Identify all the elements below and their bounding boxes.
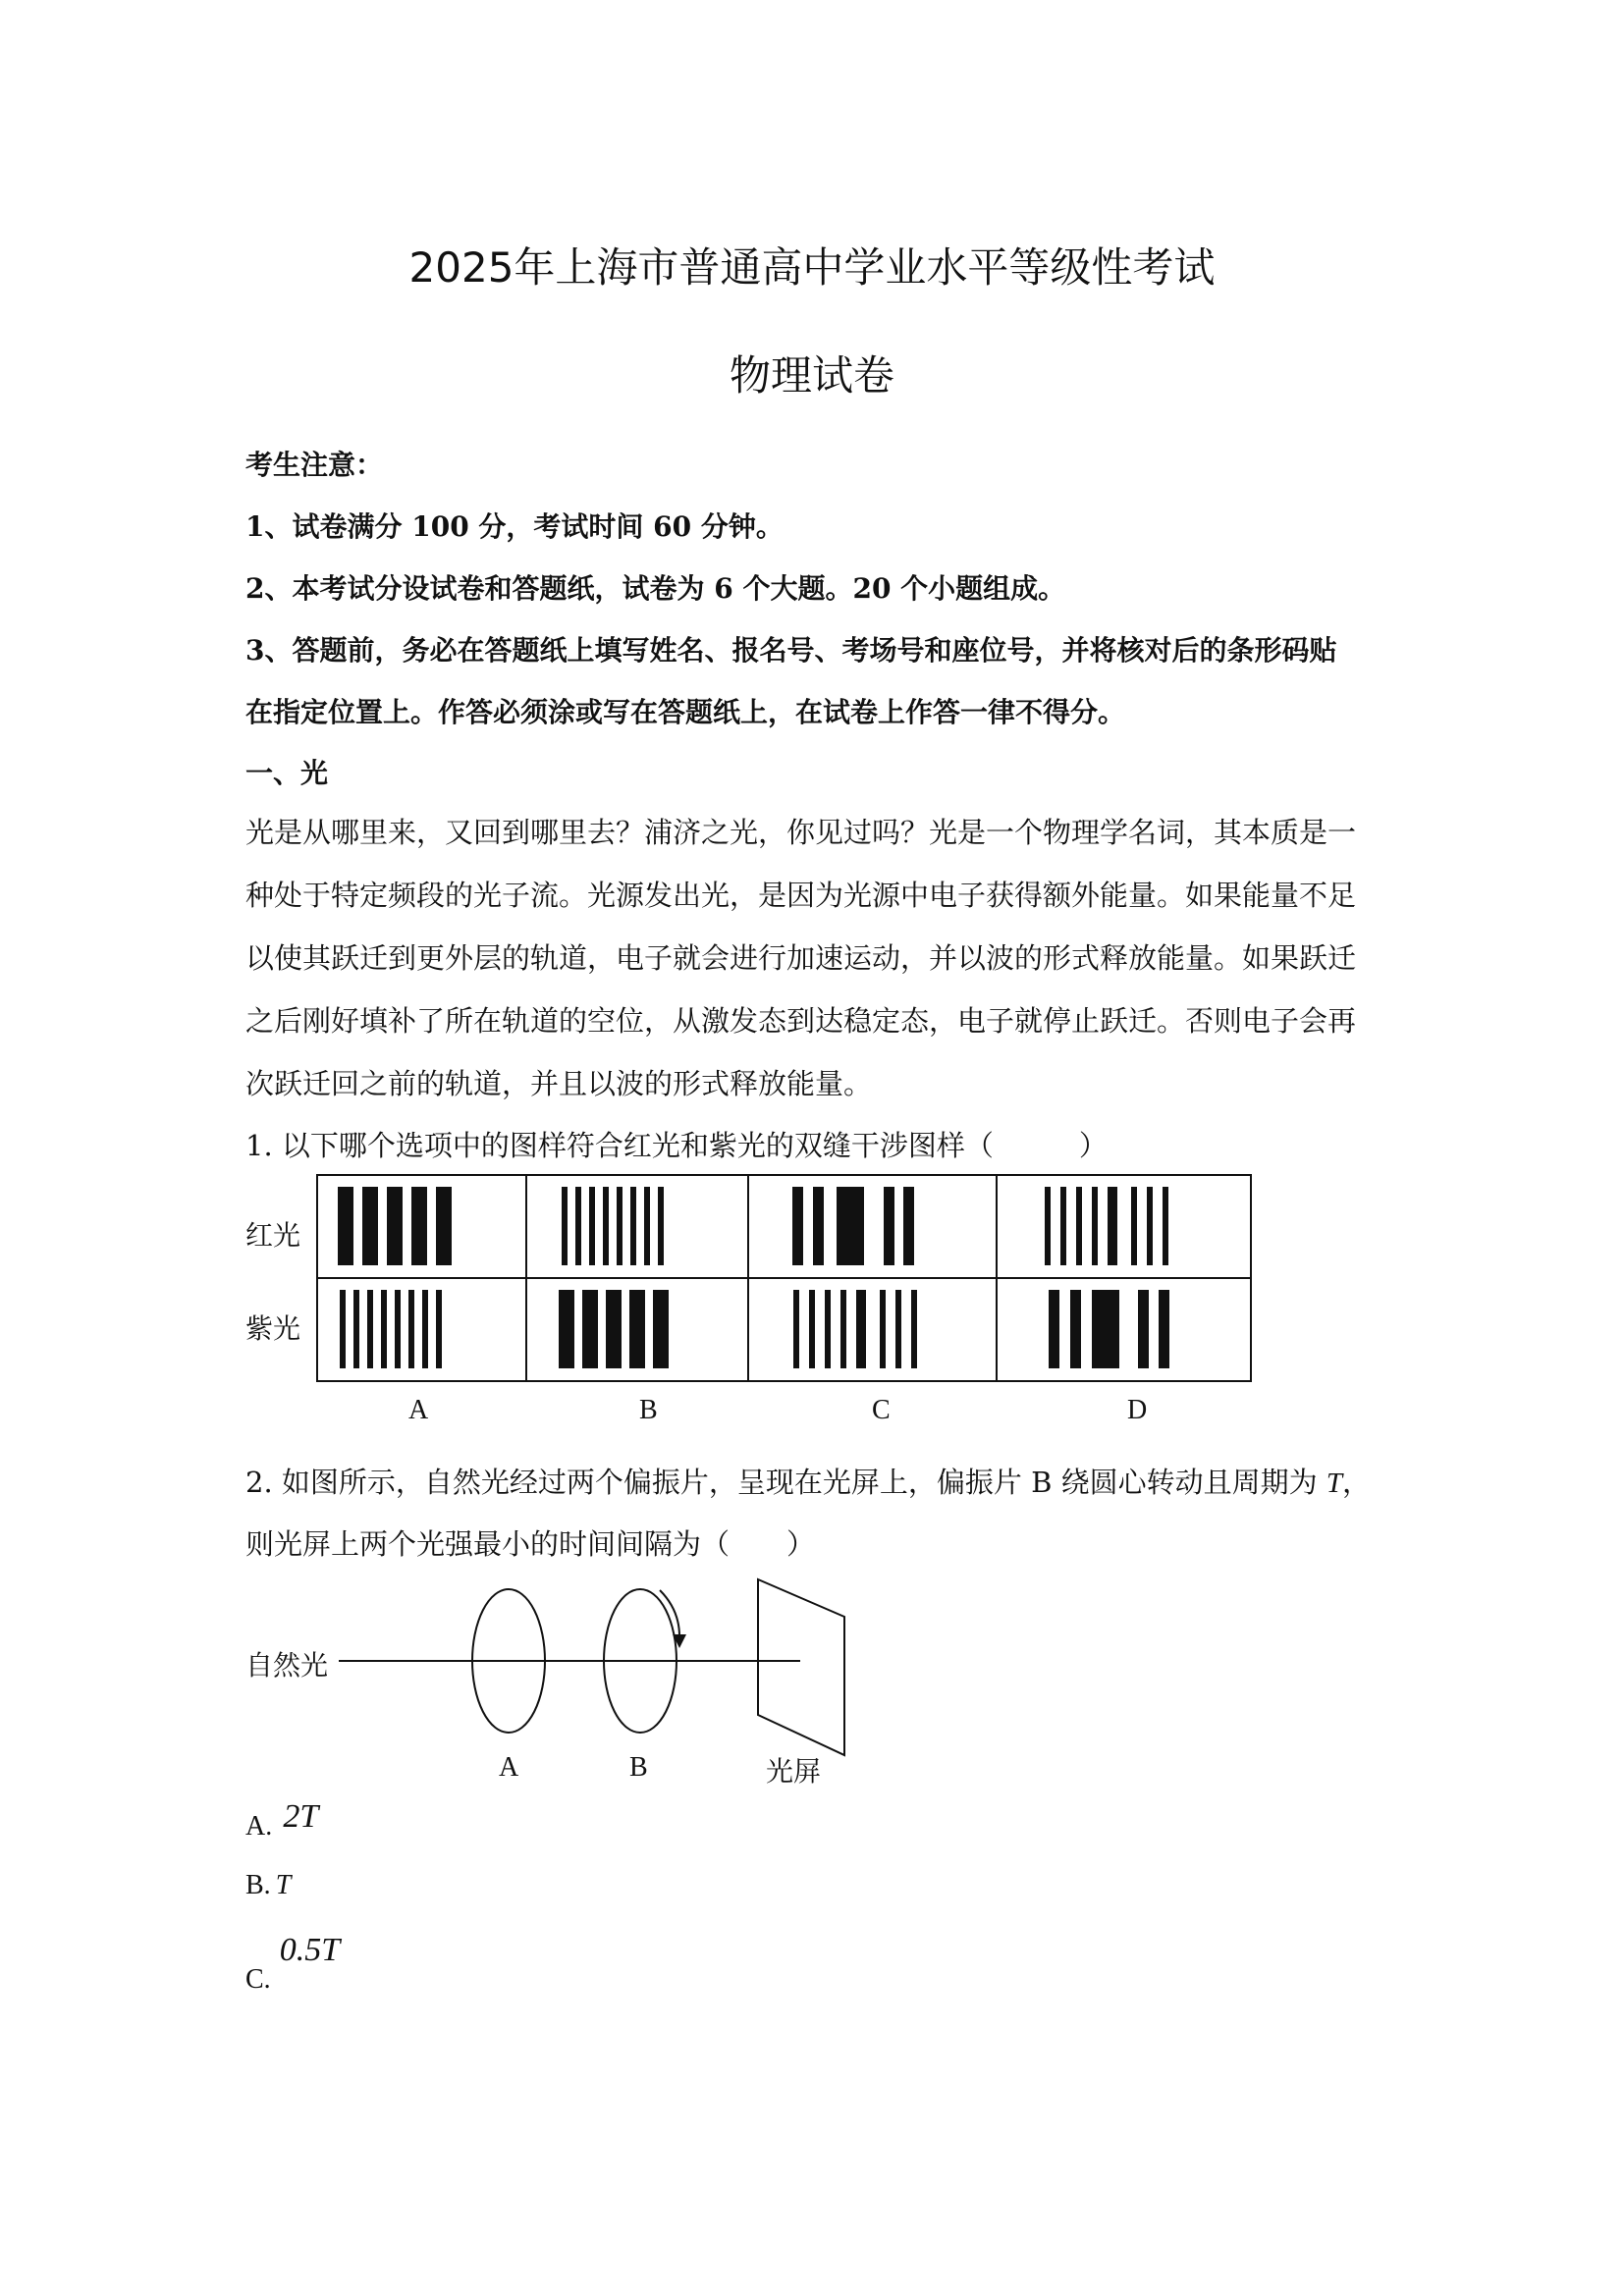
notice-item-3: 3、答题前，务必在答题纸上填写姓名、报名号、考场号和座位号，并将核对后的条形码贴	[245, 634, 1337, 667]
light-screen	[758, 1579, 844, 1755]
fringe-bar	[1070, 1290, 1081, 1368]
answer-option-c-value: 0.5T	[279, 1932, 341, 1968]
fringe-bar	[1045, 1187, 1051, 1265]
paragraph-line-3: 以使其跃迁到更外层的轨道，电子就会进行加速运动，并以波的形式释放能量。如果跃迁	[245, 941, 1357, 975]
notice-item-1: 1、试卷满分 100 分，考试时间 60 分钟。	[245, 510, 784, 543]
fringe-bar	[562, 1187, 568, 1265]
fringe-bar	[1076, 1187, 1082, 1265]
page-subtitle: 物理试卷	[729, 351, 894, 400]
paragraph-line-5: 次跃迁回之前的轨道，并且以波的形式释放能量。	[245, 1067, 873, 1100]
fringe-bar	[617, 1187, 623, 1265]
natural-light-label: 自然光	[245, 1649, 329, 1682]
answer-option-a-value: 2T	[283, 1798, 319, 1835]
section-heading: 一、光	[245, 757, 329, 789]
notice-heading: 考生注意：	[245, 449, 384, 481]
question-2-text-prefix: 2. 如图所示，自然光经过两个偏振片，呈现在光屏上，偏振片 B 绕圆心转动且周期为	[245, 1466, 1326, 1499]
fringe-bar	[1060, 1187, 1066, 1265]
fringe-bar	[903, 1187, 914, 1265]
fringe-bar	[381, 1290, 387, 1368]
fringe-bar	[629, 1290, 645, 1368]
paragraph-line-4: 之后刚好填补了所在轨道的空位，从激发态到达稳定态，电子就停止跃迁。否则电子会再	[245, 1004, 1357, 1038]
notice-item-3-cont: 在指定位置上。作答必须涂或写在答题纸上，在试卷上作答一律不得分。	[245, 696, 1126, 728]
fringe-bar	[436, 1290, 442, 1368]
paragraph-line-1: 光是从哪里来，又回到哪里去？浦济之光，你见过吗？光是一个物理学名词，其本质是一	[245, 816, 1357, 849]
notice-item-2: 2、本考试分设试卷和答题纸，试卷为 6 个大题。20 个小题组成。	[245, 572, 1066, 605]
fringe-bar	[880, 1290, 886, 1368]
fringe-bar	[606, 1290, 622, 1368]
fringe-bar	[856, 1290, 866, 1368]
fringe-bar	[1092, 1187, 1098, 1265]
fringe-bar	[1049, 1290, 1059, 1368]
screen-label: 光屏	[766, 1755, 822, 1788]
fringe-bar	[353, 1290, 359, 1368]
fringe-bar	[408, 1290, 414, 1368]
fringe-bar	[387, 1187, 403, 1265]
answer-option-a[interactable]	[245, 1798, 319, 1843]
polarizer-diagram	[324, 1566, 874, 1762]
fringe-bar	[367, 1290, 373, 1368]
fringe-bar	[1159, 1290, 1169, 1368]
fringe-bar	[644, 1187, 650, 1265]
fringe-bar	[559, 1290, 574, 1368]
fringe-bar	[895, 1290, 901, 1368]
fringe-bar	[575, 1187, 581, 1265]
fringe-bar	[422, 1290, 428, 1368]
fringe-bar	[395, 1290, 401, 1368]
question-2-text-line-1	[245, 1461, 1371, 1501]
row-label-violet: 紫光	[245, 1312, 301, 1345]
fringe-bar	[911, 1290, 917, 1368]
fringe-bar	[793, 1290, 799, 1368]
fringe-bar	[653, 1290, 669, 1368]
rotation-arrow-icon	[660, 1590, 679, 1636]
paragraph-line-2: 种处于特定频段的光子流。光源发出光，是因为光源中电子获得额外能量。如果能量不足	[245, 879, 1357, 912]
fringe-bar	[1163, 1187, 1168, 1265]
answer-option-b[interactable]	[245, 1870, 291, 1901]
fringe-bar	[840, 1290, 846, 1368]
fringe-bar	[884, 1187, 894, 1265]
fringe-bar	[1147, 1187, 1153, 1265]
option-label-a: A	[408, 1395, 429, 1425]
option-label-c: C	[872, 1395, 891, 1425]
fringe-bar	[630, 1187, 636, 1265]
fringe-bar	[809, 1290, 815, 1368]
fringe-bar	[338, 1187, 353, 1265]
fringe-bar	[589, 1187, 595, 1265]
fringe-bar	[658, 1187, 664, 1265]
page-title: 2025年上海市普通高中学业水平等级性考试	[408, 243, 1216, 292]
option-label-b: B	[639, 1395, 658, 1425]
fringe-bar	[1092, 1290, 1119, 1368]
fringe-bar	[1108, 1187, 1117, 1265]
fringe-bar	[340, 1290, 346, 1368]
question-2-text-line-2: 则光屏上两个光强最小的时间间隔为（ ）	[245, 1527, 816, 1561]
fringe-bar	[813, 1187, 824, 1265]
answer-option-b-letter: B.	[245, 1870, 271, 1900]
question-2-text-suffix: ，	[1342, 1466, 1372, 1499]
polarizer-b-label: B	[629, 1752, 648, 1783]
fringe-bar	[825, 1290, 831, 1368]
fringe-bar	[837, 1187, 864, 1265]
fringe-bar	[582, 1290, 598, 1368]
question-1-text: 1. 以下哪个选项中的图样符合红光和紫光的双缝干涉图样（ ）	[245, 1129, 1108, 1162]
fringe-bar	[603, 1187, 609, 1265]
answer-option-b-value: T	[275, 1870, 292, 1900]
interference-pattern-grid	[316, 1174, 1252, 1382]
fringe-bar	[362, 1187, 378, 1265]
polarizer-a-label: A	[499, 1752, 519, 1783]
period-variable: T	[1326, 1468, 1342, 1499]
fringe-bar	[436, 1187, 452, 1265]
fringe-bar	[792, 1187, 803, 1265]
fringe-bar	[1131, 1187, 1137, 1265]
row-label-red: 红光	[245, 1219, 301, 1252]
option-label-d: D	[1127, 1395, 1148, 1425]
fringe-bar	[1138, 1290, 1149, 1368]
answer-option-a-letter: A.	[245, 1811, 273, 1842]
answer-option-c-letter: C.	[245, 1964, 271, 1995]
answer-option-c[interactable]	[245, 1932, 341, 1995]
fringe-bar	[411, 1187, 427, 1265]
